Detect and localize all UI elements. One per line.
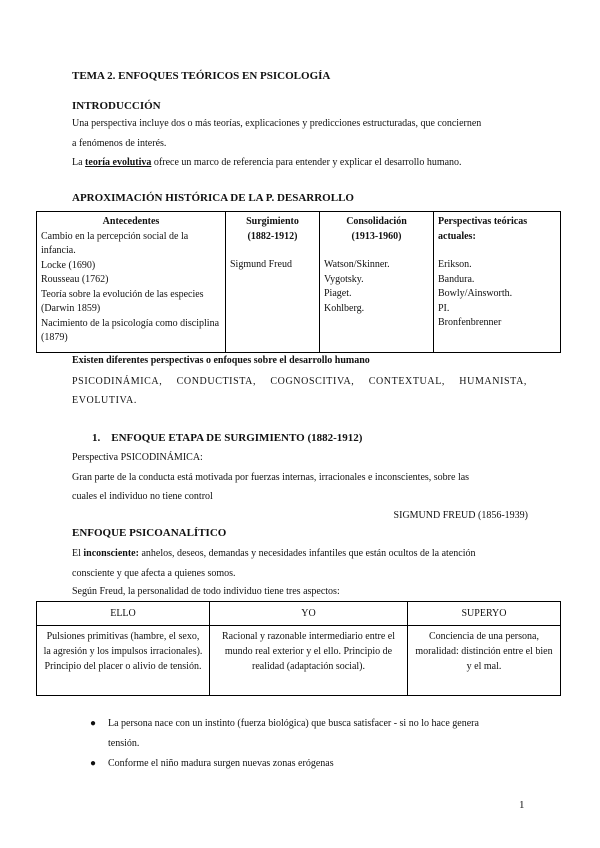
- antecedentes-header: Antecedentes: [102, 216, 160, 227]
- col-consolidacion: [320, 212, 434, 353]
- freud-aspects-intro: Según Freud, la personalidad de todo individuo tiene tres aspectos:: [72, 586, 340, 597]
- antecedentes-item: Nacimiento de la psicología como disciplina (1879): [41, 317, 220, 343]
- perspectivas-item: Erikson.: [438, 259, 472, 270]
- perspectives-heading: Existen diferentes perspectivas o enfoques sobre el desarrollo humano: [72, 355, 370, 366]
- perspectivas-header-2: actuales:: [438, 230, 476, 242]
- bullet-item-1-cont: tensión.: [108, 738, 140, 749]
- consolidacion-header: Consolidación: [346, 216, 407, 227]
- col-surgimiento: [226, 212, 320, 353]
- antecedentes-item: Teoría sobre la evolución de las especies (Darwin 1859): [41, 288, 204, 314]
- historical-table: [36, 211, 561, 353]
- aspect-desc-superyo: Conciencia de una persona, moralidad: distinción entre el bien y el mal.: [408, 626, 561, 696]
- perspectivas-item: Bowly/Ainsworth.: [438, 288, 513, 299]
- unconscious-term: inconsciente:: [83, 548, 139, 559]
- psychoanalytic-heading: ENFOQUE PSICOANALÍTICO: [72, 527, 227, 539]
- bullet-dot: ●: [90, 718, 97, 729]
- personality-aspects-table: [36, 601, 561, 696]
- intro-line-3-post: ofrece un marco de referencia para entender y explicar el desarrollo humano.: [151, 157, 462, 168]
- evolutionary-theory-term: teoría evolutiva: [85, 157, 152, 168]
- page-title: TEMA 2. ENFOQUES TEÓRICOS EN PSICOLOGÍA: [72, 70, 331, 82]
- intro-line-2: a fenómenos de interés.: [72, 138, 167, 149]
- intro-heading: INTRODUCCIÓN: [72, 100, 161, 112]
- intro-line-3-pre: La: [72, 157, 86, 168]
- intro-line-3: [72, 155, 462, 171]
- consolidacion-years: (1913-1960): [351, 230, 402, 242]
- surgimiento-item: Sigmund Freud: [230, 259, 292, 270]
- consolidacion-item: Kohlberg.: [324, 302, 365, 314]
- antecedentes-item: Rousseau (1762): [41, 274, 109, 285]
- bullet-text: La persona nace con un instinto (fuerza biológica) que busca satisfacer - si no lo hace genera: [108, 718, 479, 729]
- bullet-text: Conforme el niño madura surgen nuevas zonas erógenas: [108, 758, 334, 769]
- unconscious-pre: El: [72, 548, 84, 559]
- bullet-item-1: [90, 714, 479, 734]
- aspect-name-superyo: SUPERYO: [408, 602, 561, 626]
- psychodynamic-subtitle: Perspectiva PSICODINÁMICA:: [72, 452, 203, 463]
- intro-line-1: Una perspectiva incluye dos o más teorías, explicaciones y predicciones estructuradas, que conciernen: [72, 118, 482, 129]
- antecedentes-item: Locke (1690): [41, 259, 96, 271]
- historical-heading: APROXIMACIÓN HISTÓRICA DE LA P. DESARROLLO: [72, 192, 354, 204]
- perspectivas-item: Bronfenbrenner: [438, 317, 502, 328]
- aspect-name-yo: YO: [210, 602, 408, 626]
- perspectivas-item: Bandura.: [438, 273, 475, 285]
- page-number: 1: [519, 799, 525, 811]
- surgimiento-years: (1882-1912): [247, 230, 298, 242]
- consolidacion-item: Piaget.: [324, 288, 352, 299]
- bullet-item-2: [90, 754, 334, 774]
- section-1-heading: 1. ENFOQUE ETAPA DE SURGIMIENTO (1882-1912): [92, 432, 363, 444]
- perspectivas-item: PI.: [438, 302, 450, 314]
- unconscious-line-2: consciente y que afecta a quienes somos.: [72, 568, 236, 579]
- col-antecedentes: [37, 212, 226, 353]
- aspect-name-ello: ELLO: [37, 602, 210, 626]
- aspect-desc-yo: Racional y razonable intermediario entre el mundo real exterior y el ello. Principio de realidad (adaptación social).: [210, 626, 408, 696]
- perspectives-list-line-1: PSICODINÁMICA, CONDUCTISTA, COGNOSCITIVA, CONTEXTUAL, HUMANISTA,: [72, 376, 527, 387]
- consolidacion-item: Vygotsky.: [324, 273, 364, 285]
- consolidacion-item: Watson/Skinner.: [324, 259, 390, 270]
- psychodynamic-para-2: cuales el individuo no tiene control: [72, 491, 213, 502]
- bullet-dot: ●: [90, 758, 97, 769]
- surgimiento-header: Surgimiento: [246, 216, 299, 227]
- unconscious-line-1: [72, 546, 476, 562]
- antecedentes-item: Cambio en la percepción social de la infancia.: [41, 230, 189, 256]
- freud-attribution: SIGMUND FREUD (1856-1939): [393, 510, 528, 521]
- unconscious-post: anhelos, deseos, demandas y necesidades infantiles que están ocultos de la atención: [138, 548, 476, 559]
- aspect-desc-ello: Pulsiones primitivas (hambre, el sexo, la agresión y los impulsos irracionales). Principio del placer o alivio de tensión.: [37, 626, 210, 696]
- col-perspectivas: [434, 212, 561, 353]
- perspectivas-header: Perspectivas teóricas: [438, 216, 528, 227]
- perspectives-list-line-2: EVOLUTIVA.: [72, 395, 137, 406]
- psychodynamic-para-1: Gran parte de la conducta está motivada por fuerzas internas, irracionales e inconscientes, sobre las: [72, 472, 470, 483]
